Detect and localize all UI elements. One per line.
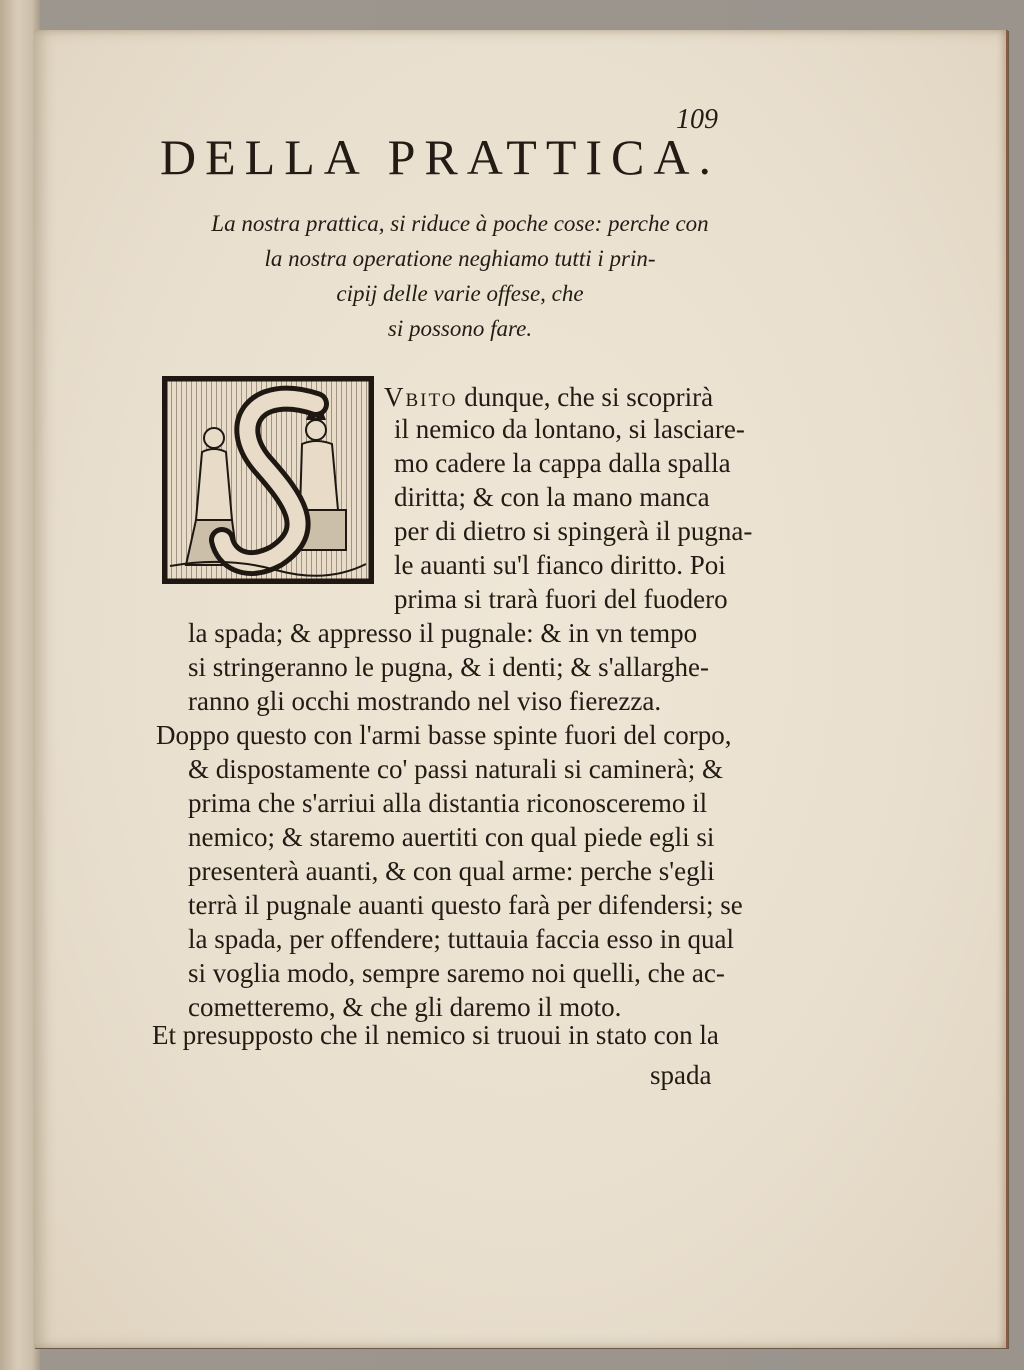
body-line: Et presupposto che il nemico si truoui in stato con la [152, 1020, 719, 1050]
body-line: prima si trarà fuori del fuodero [394, 584, 728, 614]
body-line: cometteremo, & che gli daremo il moto. [188, 992, 622, 1022]
summary-line: cipij delle varie offese, che [336, 281, 584, 306]
woodcut-initial-S-icon [162, 376, 374, 584]
body-line: la spada; & appresso il pugnale: & in vn tempo [188, 618, 698, 648]
body-line: si stringeranno le pugna, & i denti; & s'allarghe- [188, 652, 710, 682]
body-line: nemico; & staremo auertiti con qual piede egli si [188, 822, 715, 852]
body-line: diritta; & con la mano manca [394, 482, 710, 512]
body-line: mo cadere la cappa dalla spalla [394, 448, 731, 478]
body-line: per di dietro si spingerà il pugna- [394, 516, 753, 546]
body-line-text: dunque, che si scoprirà [457, 382, 714, 412]
summary-line: si possono fare. [387, 316, 533, 341]
page-number: 109 [676, 104, 718, 135]
summary-line: La nostra prattica, si riduce à poche cose: perche con [211, 211, 709, 236]
body-line: le auanti su'l fianco diritto. Poi [394, 550, 726, 580]
body-line: Doppo questo con l'armi basse spinte fuori del corpo, [156, 720, 732, 750]
body-line [384, 382, 713, 412]
body-line: terrà il pugnale auanti questo farà per difendersi; se [188, 890, 743, 920]
body-line: la spada, per offendere; tuttauia faccia esso in qual [188, 924, 735, 954]
body-line: ranno gli occhi mostrando nel viso fierezza. [188, 686, 662, 716]
body-line: presenterà auanti, & con qual arme: perche s'egli [188, 856, 715, 886]
body-line: si voglia modo, sempre saremo noi quelli, che ac- [188, 958, 725, 988]
chapter-summary [170, 206, 750, 346]
chapter-heading: DELLA PRATTICA. [160, 129, 720, 185]
body-line-lead: Vbito [384, 382, 458, 412]
body-line: il nemico da lontano, si lasciare- [394, 414, 745, 444]
body-line: & dispostamente co' passi naturali si caminerà; & [188, 754, 723, 784]
catchword: spada [650, 1060, 712, 1090]
body-line: prima che s'arriui alla distantia riconosceremo il [188, 788, 708, 818]
summary-line: la nostra operatione neghiamo tutti i prin- [264, 246, 656, 271]
